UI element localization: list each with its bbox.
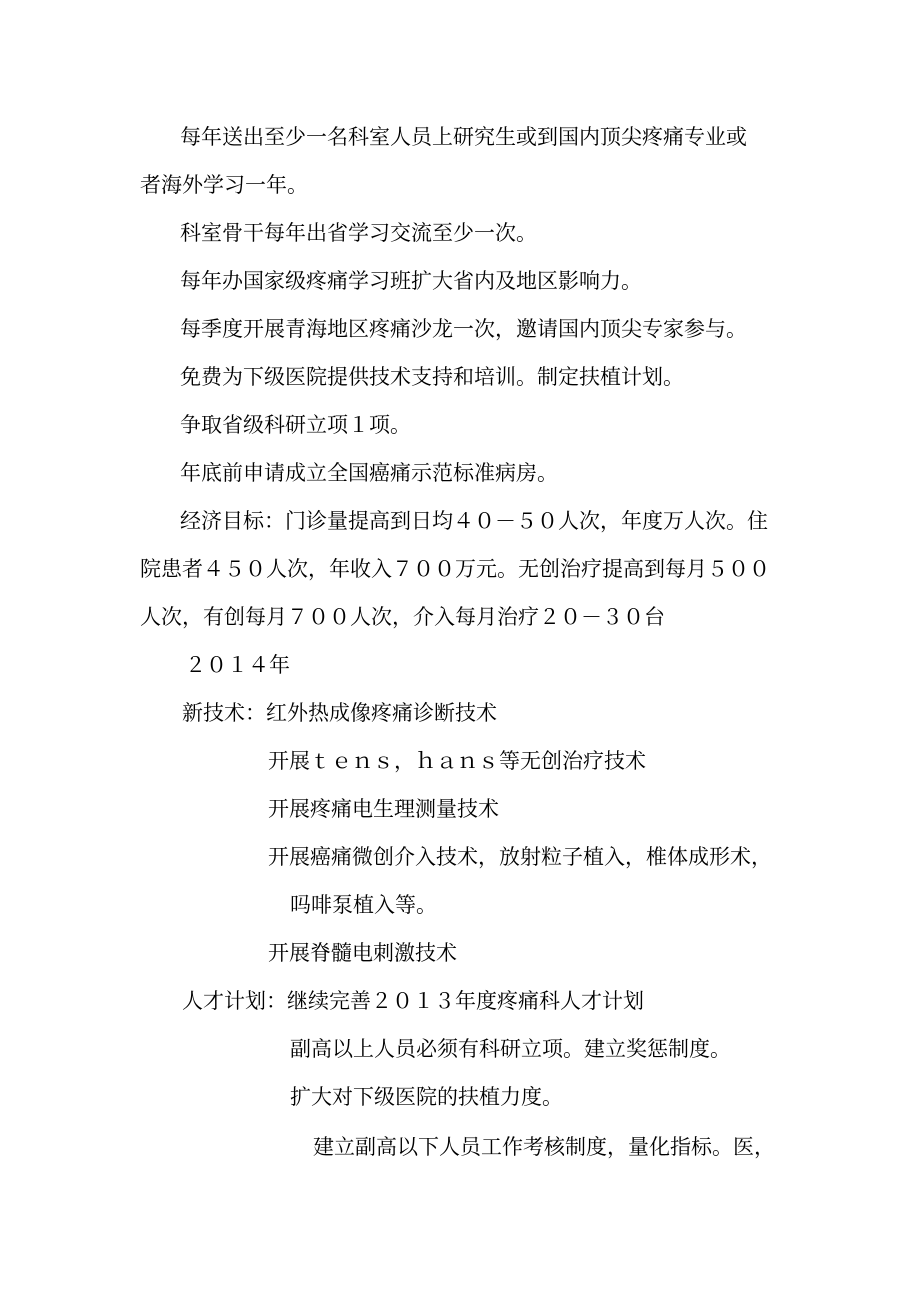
paragraph-line: 吗啡泵植入等。 — [290, 893, 437, 917]
paragraph-line: 科室骨干每年出省学习交流至少一次。 — [180, 221, 537, 245]
paragraph-line: 人才计划：继续完善２０１３年度疼痛科人才计划 — [182, 989, 644, 1013]
paragraph-line: 每年送出至少一名科室人员上研究生或到国内顶尖疼痛专业或 — [180, 125, 747, 149]
paragraph-line: 建立副高以下人员工作考核制度，量化指标。医， — [313, 1135, 775, 1159]
paragraph-line: 免费为下级医院提供技术支持和培训。制定扶植计划。 — [180, 365, 684, 389]
paragraph-line: 争取省级科研立项１项。 — [180, 413, 411, 437]
paragraph-line: 经济目标：门诊量提高到日均４０－５０人次，年度万人次。住 — [180, 509, 768, 533]
paragraph-line: 新技术：红外热成像疼痛诊断技术 — [182, 701, 497, 725]
paragraph-line: 副高以上人员必须有科研立项。建立奖惩制度。 — [290, 1037, 731, 1061]
paragraph-line: 每季度开展青海地区疼痛沙龙一次，邀请国内顶尖专家参与。 — [180, 317, 747, 341]
paragraph-line: 院患者４５０人次，年收入７００万元。无创治疗提高到每月５００ — [140, 557, 770, 581]
paragraph-line: 者海外学习一年。 — [140, 173, 308, 197]
paragraph-line: 人次，有创每月７００人次，介入每月治疗２０－３０台 — [140, 605, 665, 629]
paragraph-line: 开展疼痛电生理测量技术 — [268, 797, 499, 821]
paragraph-line: 开展癌痛微创介入技术，放射粒子植入，椎体成形术， — [268, 845, 772, 869]
paragraph-line: 开展ｔｅｎｓ，ｈａｎｓ等无创治疗技术 — [268, 749, 646, 773]
section-year-heading: ２０１４年 — [185, 653, 290, 677]
paragraph-line: 年底前申请成立全国癌痛示范标准病房。 — [180, 461, 558, 485]
paragraph-line: 开展脊髓电刺激技术 — [268, 941, 457, 965]
paragraph-line: 每年办国家级疼痛学习班扩大省内及地区影响力。 — [180, 269, 642, 293]
paragraph-line: 扩大对下级医院的扶植力度。 — [290, 1085, 563, 1109]
